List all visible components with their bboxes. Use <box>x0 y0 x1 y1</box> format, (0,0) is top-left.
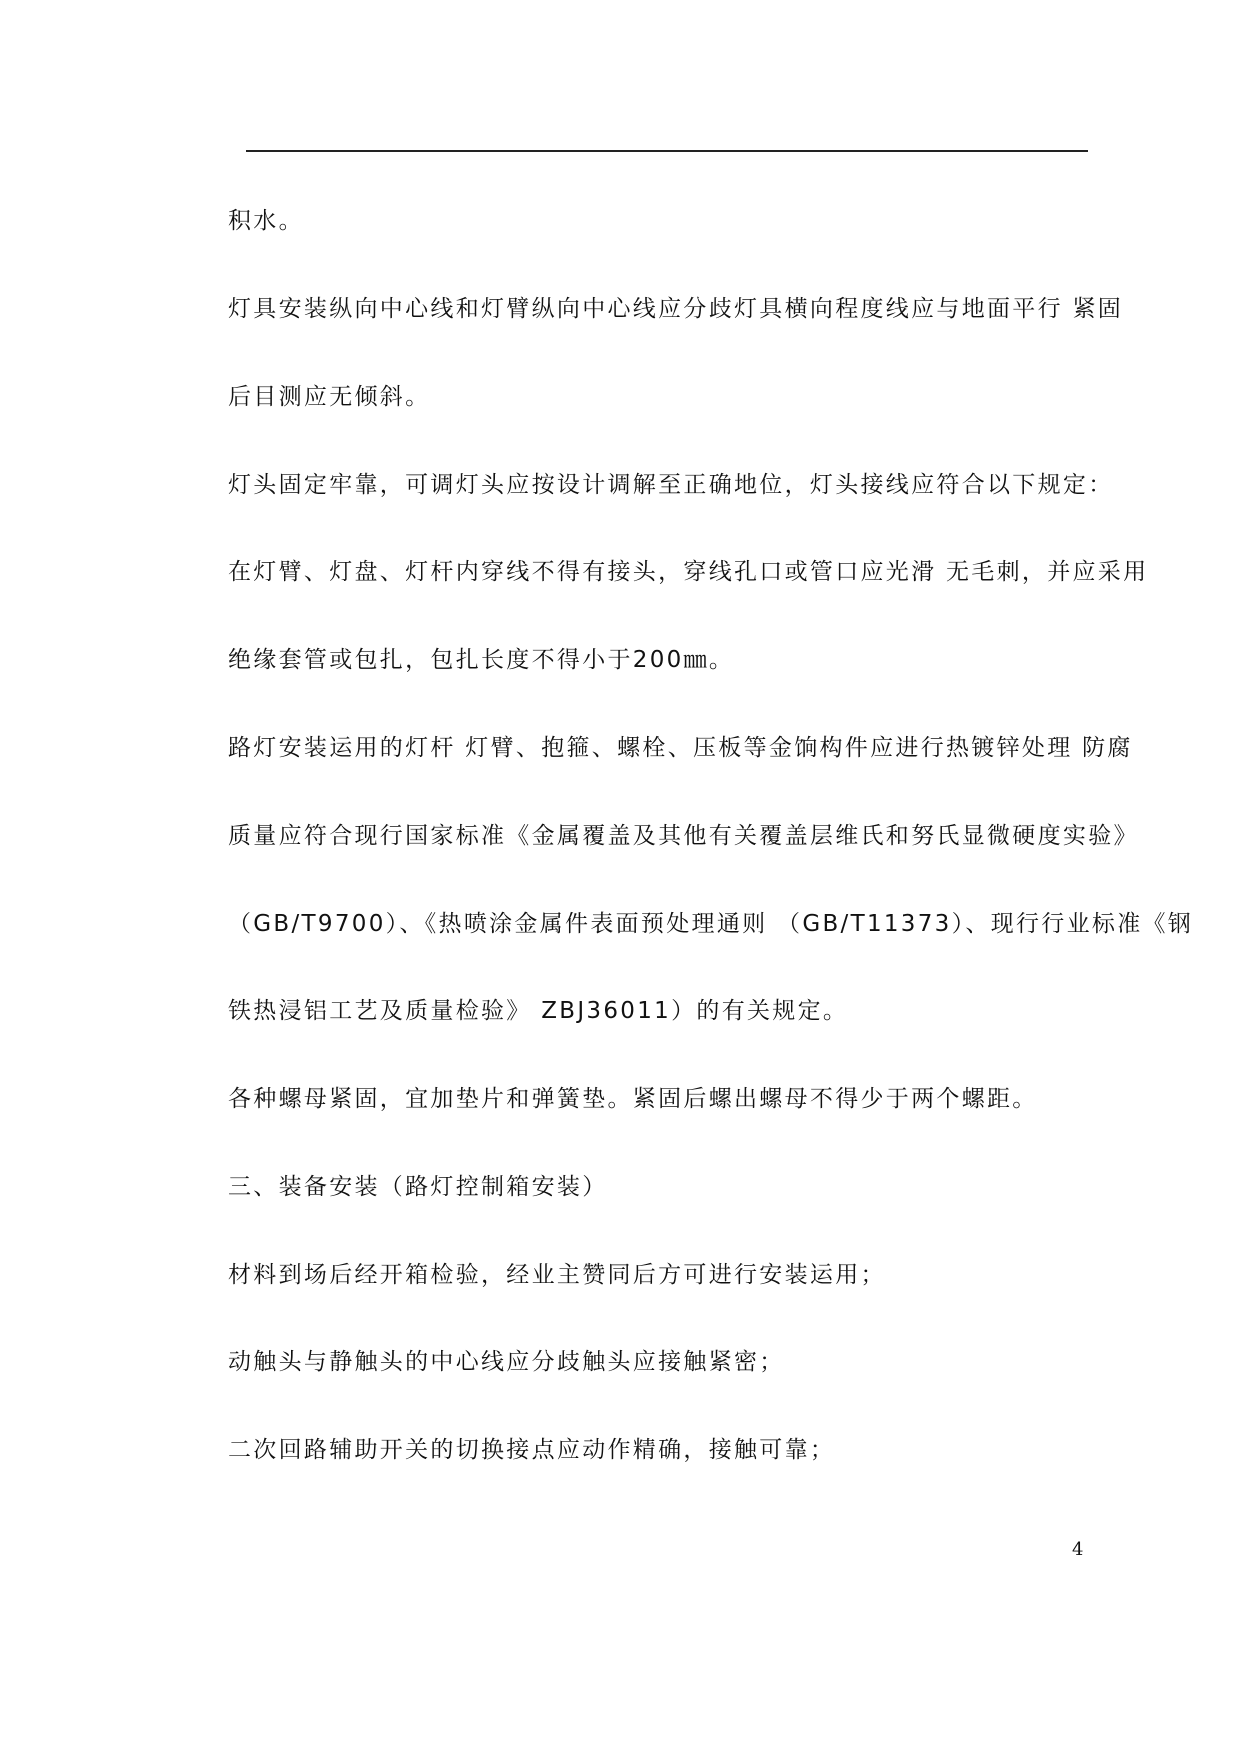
text-line-5: 在灯臂、灯盘、灯杆内穿线不得有接头，穿线孔口或管口应光滑 无毛刺，并应采用 <box>228 559 1149 585</box>
text-line-11: 各种螺母紧固，宜加垫片和弹簧垫。紧固后螺出螺母不得少于两个螺距。 <box>228 1086 1038 1112</box>
text-line-4: 灯头固定牢靠，可调灯头应按设计调解至正确地位，灯头接线应符合以下规定： <box>228 472 1114 498</box>
section-heading: 三、装备安装（路灯控制箱安装） <box>228 1174 608 1200</box>
page-number: 4 <box>1072 1539 1084 1560</box>
text-line-2: 灯具安装纵向中心线和灯臂纵向中心线应分歧灯具横向程度线应与地面平行 紧固 <box>228 296 1124 322</box>
text-line-9: （GB/T9700）、《热喷涂金属件表面预处理通则 （GB/T11373）、现行行业标准《钢 <box>228 911 1194 937</box>
text-line-7: 路灯安装运用的灯杆 灯臂、抱箍、螺栓、压板等金饷构件应进行热镀锌处理 防腐 <box>228 735 1133 761</box>
text-line-3: 后目测应无倾斜。 <box>228 384 431 410</box>
text-line-15: 二次回路辅助开关的切换接点应动作精确，接触可靠； <box>228 1437 836 1463</box>
text-line-10: 铁热浸铝工艺及质量检验》 ZBJ36011）的有关规定。 <box>228 998 849 1024</box>
text-line-6: 绝缘套管或包扎，包扎长度不得小于200㎜。 <box>228 647 735 673</box>
text-line-13: 材料到场后经开箱检验，经业主赞同后方可进行安装运用； <box>228 1262 886 1288</box>
text-line-1: 积水。 <box>228 208 304 234</box>
text-line-14: 动触头与静触头的中心线应分歧触头应接触紧密； <box>228 1349 785 1375</box>
text-line-8: 质量应符合现行国家标准《金属覆盖及其他有关覆盖层维氏和努氏显微硬度实验》 <box>228 823 1139 849</box>
header-rule <box>246 150 1088 152</box>
